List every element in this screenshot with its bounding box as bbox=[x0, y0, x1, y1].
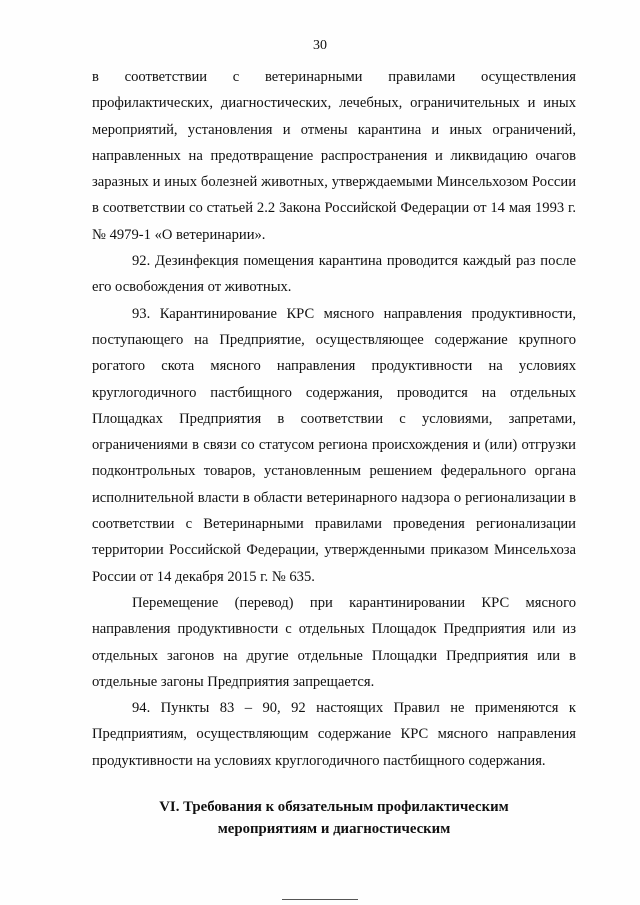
paragraph-94: 94. Пункты 83 – 90, 92 настоящих Правил не применяются к Предприятиям, осуществляющим содержание КРС мясного направления продуктивности на условиях круглогодичного пастбищного содержания. bbox=[92, 700, 576, 769]
page-number: 30 bbox=[313, 38, 327, 53]
page-bottom-rule bbox=[282, 899, 358, 900]
document-body bbox=[92, 64, 576, 774]
section-heading-line-2: мероприятиям и диагностическим bbox=[217, 821, 451, 837]
paragraph-continuation: в соответствии с ветеринарными правилами осуществления профилактических, диагностических, лечебных, ограничительных и иных мероприятий, установления и отмены карантина и иных ограничений, направленных на предотвращение распространения и ликвидацию очагов заразных и иных болезней животных, утверждаемыми Минсельхозом России в соответствии со статьей 2.2 Закона Российской Федерации от 14 мая 1993 г. № 4979-1 «О ветеринарии». bbox=[92, 69, 576, 243]
paragraph-93-movement: Перемещение (перевод) при карантинировании КРС мясного направления продуктивности с отдельных Площадок Предприятия или из отдельных загонов на другие отдельные Площадки Предприятия или в отдельные загоны Предприятия запрещается. bbox=[92, 594, 576, 690]
paragraph-93: 93. Карантинирование КРС мясного направления продуктивности, поступающего на Предприятие, осуществляющее содержание крупного рогатого скота мясного направления продуктивности на условиях круглогодичного пастбищного содержания, проводится на отдельных Площадках Предприятия в соответствии с условиями, запретами, ограничениями в связи со статусом региона происхождения и (или) отгрузки подконтрольных товаров, установленным решением федерального органа исполнительной власти в области ветеринарного надзора о регионализации в соответствии с Ветеринарными правилами проведения регионализации территории Российской Федерации, утвержденными приказом Минсельхоза России от 14 декабря 2015 г. № 635. bbox=[92, 305, 576, 585]
section-heading-line-1: VI. Требования к обязательным профилактическим bbox=[159, 799, 509, 815]
section-heading bbox=[92, 796, 576, 840]
paragraph-92: 92. Дезинфекция помещения карантина проводится каждый раз после его освобождения от животных. bbox=[92, 253, 576, 296]
